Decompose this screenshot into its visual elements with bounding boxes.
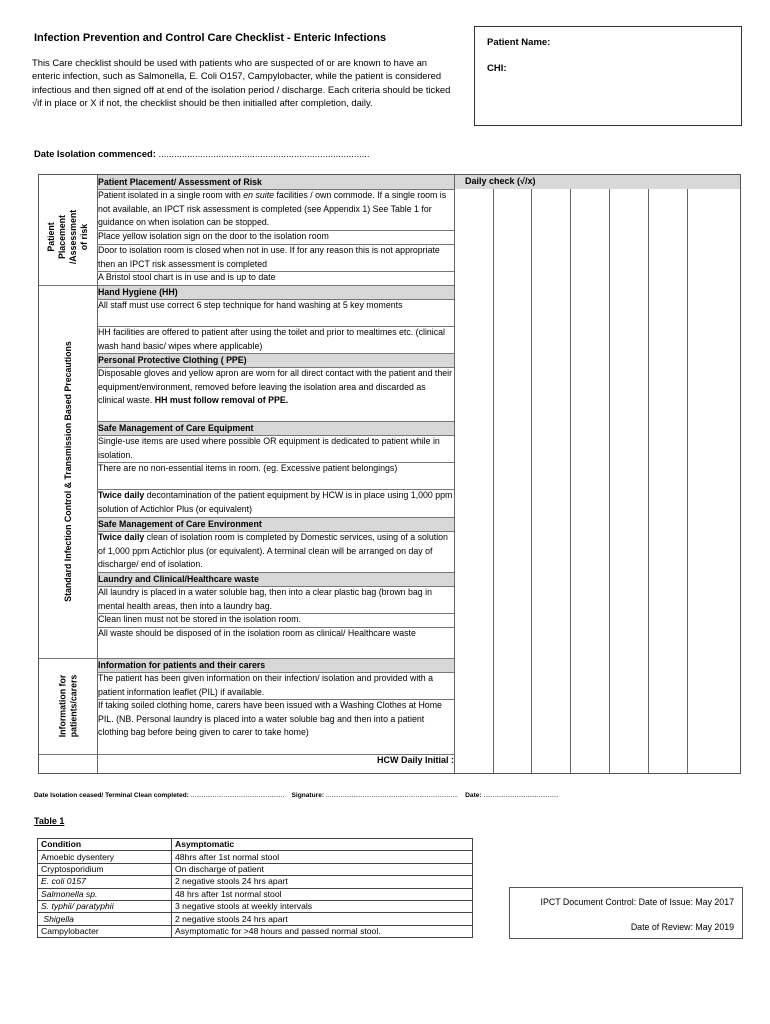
table-row	[38, 925, 473, 937]
row-hh-technique: All staff must use correct 6 step technique for hand washing at 5 key moments	[98, 300, 403, 310]
date-label: Date:	[465, 792, 482, 799]
patient-details-box[interactable]	[474, 26, 742, 126]
table-cell: 3 negative stools at weekly intervals	[172, 900, 473, 912]
table-row	[38, 863, 473, 875]
patient-name-label: Patient Name:	[487, 37, 551, 48]
row-equip-single-use: Single-use items are used where possible OR equipment is dedicated to patient while in isolation.	[98, 436, 440, 460]
table-cell: E. coli 0157	[38, 876, 172, 888]
daily-check-header: Daily check (√/x)	[465, 176, 536, 186]
row-placement-single-room: Patient isolated in a single room with en suite facilities / own commode. If a single room is not available, an IPCT risk assessment is completed (see Appendix 1) See Table 1 for guidance on when isolation can be stopped.	[98, 190, 447, 228]
row-header-environment: Safe Management of Care Environment	[98, 519, 262, 529]
checklist-grid	[38, 174, 741, 774]
signature-label: Signature:	[291, 792, 325, 799]
table-cell: Campylobacter	[38, 925, 172, 937]
isolation-guidance-table	[37, 838, 473, 938]
row-header-information: Information for patients and their carers	[98, 660, 266, 670]
table-row	[38, 851, 473, 863]
ceased-label: Date Isolation ceased/ Terminal Clean completed:	[34, 792, 189, 799]
row-laundry-waste: All waste should be disposed of in the isolation room as clinical/ Healthcare waste	[98, 628, 416, 638]
table-cell: 2 negative stools 24 hrs apart	[172, 876, 473, 888]
table-row	[38, 888, 473, 900]
table-cell: 48hrs after 1st normal stool	[172, 851, 473, 863]
section-label-standard-precautions: Standard Infection Control & Transmission Based Precautions	[62, 341, 73, 602]
row-header-equipment: Safe Management of Care Equipment	[98, 423, 254, 433]
table-cell: Asymptomatic for >48 hours and passed normal stool.	[172, 925, 473, 937]
chi-label: CHI:	[487, 63, 507, 74]
table-cell: On discharge of patient	[172, 863, 473, 875]
table-header-asymptomatic: Asymptomatic	[172, 839, 473, 851]
ceased-field[interactable]: ...................................................	[188, 792, 285, 799]
table-cell: Shigella	[38, 913, 172, 925]
table-row	[38, 913, 473, 925]
row-equip-decontamination: Twice daily decontamination of the patient equipment by HCW is in place using 1,000 ppm solution of Actichlor Plus (or equivalent)	[98, 490, 453, 514]
date-of-issue: IPCT Document Control: Date of Issue: May 2017	[540, 897, 734, 907]
document-control-box	[509, 887, 743, 939]
hcw-daily-initial-label: HCW Daily Initial :	[376, 755, 454, 765]
row-placement-door: Door to isolation room is closed when not in use. If for any reason this is not appropriate then an IPCT risk assessment is completed	[98, 245, 440, 269]
row-laundry-linen: Clean linen must not be stored in the isolation room.	[98, 614, 301, 624]
row-placement-stool-chart: A Bristol stool chart is in use and is up to date	[98, 272, 276, 282]
date-field[interactable]: .........................................	[481, 792, 559, 799]
row-header-placement: Patient Placement/ Assessment of Risk	[98, 177, 262, 187]
row-info-washing: If taking soiled clothing home, carers have been issued with a Washing Clothes at Home PIL. (NB. Personal laundry is placed into a water soluble bag and then into a patient clothing bag before being given to carer to take home)	[98, 700, 442, 738]
row-header-hand-hygiene: Hand Hygiene (HH)	[98, 287, 178, 297]
row-env-clean: Twice daily clean of isolation room is completed by Domestic services, using of a solution of 1,000 ppm Actichlor plus (or equivalent). A terminal clean will be arranged on day of discharge/ end of isolation.	[98, 532, 448, 570]
section-label-information: Information for patients/carers	[57, 674, 78, 738]
row-placement-sign: Place yellow isolation sign on the door to the isolation room	[98, 231, 329, 241]
document-title: Infection Prevention and Control Care Checklist - Enteric Infections	[34, 32, 387, 44]
row-info-leaflet: The patient has been given information on their infection/ isolation and provided with a patient information leaflet (PIL) if available.	[98, 673, 433, 697]
date-of-review: Date of Review: May 2019	[630, 922, 734, 932]
intro-paragraph: This Care checklist should be used with patients who are suspected of or are known to have an enteric infection, such as Salmonella, E. Coli O157, Campylobacter, while the patient is considered infectious and then signed off at end of the isolation period / discharge. Each criteria should be ticked √if in place or X if not, the checklist should be then initialled after completion, daily.	[32, 57, 451, 109]
row-header-ppe: Personal Protective Clothing ( PPE)	[98, 355, 247, 365]
signature-field[interactable]: ........................................................................	[324, 792, 458, 799]
table-cell: 2 negative stools 24 hrs apart	[172, 913, 473, 925]
table-cell: Amoebic dysentery	[38, 851, 172, 863]
table-cell: Cryptosporidium	[38, 863, 172, 875]
table1-caption: Table 1	[34, 816, 65, 826]
date-isolation-commenced[interactable]	[34, 148, 370, 159]
table-cell: 48 hrs after 1st normal stool	[172, 888, 473, 900]
date-commenced-label: Date Isolation commenced:	[34, 148, 156, 159]
date-commenced-dots[interactable]: .................................................................................	[158, 148, 370, 159]
row-equip-non-essential: There are no non-essential items in room. (eg. Excessive patient belongings)	[98, 463, 398, 473]
table-header-condition: Condition	[38, 839, 172, 851]
isolation-ceased-line[interactable]	[34, 792, 559, 799]
table-cell: Salmonella sp.	[38, 888, 172, 900]
row-hh-facilities: HH facilities are offered to patient after using the toilet and prior to mealtimes etc. (clinical wash hand basic/ wipes where applicable)	[98, 327, 445, 351]
section-label-placement: Patient Placement /Assessment of risk	[46, 209, 89, 265]
row-laundry-bag: All laundry is placed in a water soluble bag, then into a clear plastic bag (brown bag in mental health areas, then into a laundry bag.	[98, 587, 432, 611]
table-row	[38, 900, 473, 912]
table-cell: S. typhii/ paratyphii	[38, 900, 172, 912]
table-header-row	[38, 839, 473, 851]
row-ppe-gloves: Disposable gloves and yellow apron are worn for all direct contact with the patient and their equipment/environment, removed before leaving the isolation area and discarded as clinical waste. HH must follow removal of PPE.	[98, 368, 453, 406]
table-row	[38, 876, 473, 888]
row-header-laundry: Laundry and Clinical/Healthcare waste	[98, 574, 259, 584]
